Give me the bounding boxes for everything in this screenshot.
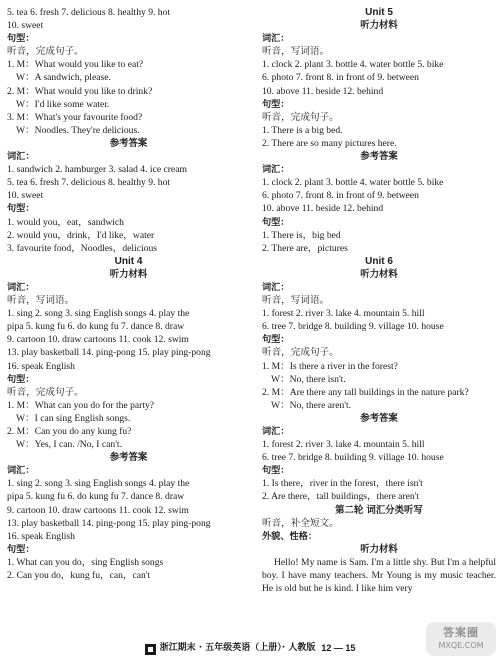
text-line: W：No, there isn't.	[271, 373, 346, 385]
text-line: 词汇：	[7, 281, 35, 293]
text-line: 词汇：	[7, 151, 35, 163]
text-line: 外貌、性格：	[262, 530, 318, 542]
text-line: 1. There is a big bed.	[262, 124, 343, 136]
text-line: 10. above 11. beside 12. behind	[262, 85, 384, 97]
text-line: 听力材料	[109, 268, 148, 280]
text-line: 1. clock 2. plant 3. bottle 4. water bottle 5. bike	[262, 59, 444, 71]
text-line: 1. Is there，river in the forest，there isn't	[262, 478, 423, 490]
text-line: 6. photo 7. front 8. in front of 9. between	[262, 72, 419, 84]
text-line: 13. play basketball 14. ping-pong 15. play ping-pong	[7, 517, 211, 529]
text-line: pipa 5. kung fu 6. do kung fu 7. dance 8. draw	[7, 491, 185, 503]
text-line: 听音，写词语。	[262, 295, 330, 307]
text-line: 句型：	[7, 33, 35, 45]
text-line: 2. There are，pictures	[262, 242, 348, 254]
text-line: 第二轮 词汇分类听写	[335, 504, 423, 516]
text-line: 6. tree 7. bridge 8. building 9. village 10. house	[262, 321, 444, 333]
text-line: 1. sing 2. song 3. sing English songs 4. play the	[7, 478, 190, 490]
text-line: W：Yes, I can. /No, I can't.	[16, 439, 122, 451]
text-line: 1. M：What can you do for the party?	[7, 399, 155, 411]
text-line: 9. cartoon 10. draw cartoons 11. cook 12. swim	[7, 504, 189, 516]
text-line: 1. M：Is there a river in the forest?	[262, 360, 398, 372]
text-line: 10. above 11. beside 12. behind	[262, 203, 384, 215]
text-line: 听音，完成句子。	[7, 46, 84, 58]
text-line: 听音，完成句子。	[262, 111, 339, 123]
text-line: W：Noodles. They're delicious.	[16, 124, 140, 136]
text-line: 1. forest 2. river 3. lake 4. mountain 5. hill	[262, 308, 425, 320]
text-line: 听音，补全短文。	[262, 517, 339, 529]
right-column	[262, 6, 496, 595]
text-line: Unit 4	[114, 255, 143, 267]
text-line: 1. There is，big bed	[262, 229, 341, 241]
text-line: 句型：	[7, 543, 35, 555]
footer-title: 浙江期末 · 五年级英语（上册）· 人教版	[159, 643, 316, 654]
text-line: 10. sweet	[7, 190, 44, 202]
watermark-text: 答案圈	[443, 625, 479, 639]
text-line: 句型：	[7, 373, 35, 385]
text-line: Unit 5	[365, 7, 393, 18]
text-line: 句型：	[7, 203, 35, 215]
text-line: 1. sing 2. song 3. sing English songs 4. play the	[7, 308, 190, 320]
text-line: 参考答案	[360, 151, 398, 163]
text-line: 2. Are there，tall buildings，there aren't	[262, 491, 420, 503]
text-line: 2. Can you do，kung fu，can，can't	[7, 570, 151, 582]
book-logo-icon	[145, 644, 156, 655]
text-line: 16. speak English	[7, 360, 75, 372]
text-line: 1. clock 2. plant 3. bottle 4. water bottle 5. bike	[262, 177, 444, 189]
text-line: 2. M：Are there any tall buildings in the nature park?	[262, 386, 469, 398]
text-line: 听力材料	[360, 268, 398, 280]
text-line: 听力材料	[360, 20, 398, 32]
text-line: 2. M：What would you like to drink?	[7, 85, 153, 97]
text-line: 参考答案	[360, 412, 398, 424]
text-line: 13. play basketball 14. ping-pong 15. play ping-pong	[7, 347, 211, 359]
text-line: 1. sandwich 2. hamburger 3. salad 4. ice cream	[7, 164, 187, 176]
text-line: 句型：	[262, 98, 290, 110]
text-line: 6. photo 7. front 8. in front of 9. between	[262, 190, 419, 202]
text-line: pipa 5. kung fu 6. do kung fu 7. dance 8. draw	[7, 321, 185, 333]
text-line: 9. cartoon 10. draw cartoons 11. cook 12. swim	[7, 334, 189, 346]
text-line: 句型：	[262, 216, 290, 228]
text-line: 1. M：What would you like to eat?	[7, 59, 144, 71]
text-line: 句型：	[262, 334, 290, 346]
watermark	[426, 622, 496, 656]
text-line: 词汇：	[262, 426, 290, 437]
text-line: W：No, there aren't.	[271, 399, 352, 411]
text-line: 听音，写词语。	[7, 295, 75, 307]
text-line: 1. would you，eat，sandwich	[7, 216, 124, 228]
text-line: 听音，完成句子。	[7, 386, 84, 398]
text-line: 10. sweet	[7, 20, 44, 32]
text-line: 听音，完成句子。	[262, 347, 339, 359]
text-line: 2. There are so many pictures here.	[262, 137, 397, 149]
text-line: 1. forest 2. river 3. lake 4. mountain 5. hill	[262, 439, 425, 451]
page-number: 12 — 15	[321, 643, 356, 654]
text-line: 词汇：	[7, 465, 35, 477]
text-line: W：I can sing English songs.	[16, 412, 131, 424]
text-line: 听力材料	[360, 543, 398, 555]
text-line: 2. would you，drink，I'd like，water	[7, 229, 155, 241]
text-line: 5. tea 6. fresh 7. delicious 8. healthy 9. hot	[7, 7, 171, 18]
text-line: 5. tea 6. fresh 7. delicious 8. healthy 9. hot	[7, 177, 171, 189]
page-footer	[0, 641, 500, 657]
text-line: W：I'd like some water.	[16, 98, 110, 110]
text-line: Hello! My name is Sam. I'm a little shy. But I'm a helpful boy. I have many teachers. Mr Young is my music teacher. He is old but he is kind. I like him very	[262, 556, 496, 595]
text-line: 词汇：	[262, 33, 290, 45]
text-line: 2. M：Can you do any kung fu?	[7, 426, 132, 437]
watermark-url: MXQE.COM	[438, 641, 484, 650]
text-line: 参考答案	[109, 137, 148, 149]
text-line: W：A sandwich, please.	[16, 72, 111, 84]
text-line: 句型：	[262, 465, 290, 477]
text-line: 词汇：	[262, 164, 290, 176]
text-line: 16. speak English	[7, 530, 75, 542]
text-line: 3. favourite food，Noodles，delicious	[7, 242, 158, 254]
text-line: 1. What can you do，sing English songs	[7, 556, 164, 568]
text-line: Unit 6	[365, 255, 393, 267]
text-line: 3. M：What's your favourite food?	[7, 111, 143, 123]
left-column	[7, 6, 250, 582]
text-line: 词汇：	[262, 281, 290, 293]
text-line: 参考答案	[109, 452, 148, 464]
text-line: 听音，写词语。	[262, 46, 330, 58]
text-line: 6. tree 7. bridge 8. building 9. village 10. house	[262, 452, 444, 464]
